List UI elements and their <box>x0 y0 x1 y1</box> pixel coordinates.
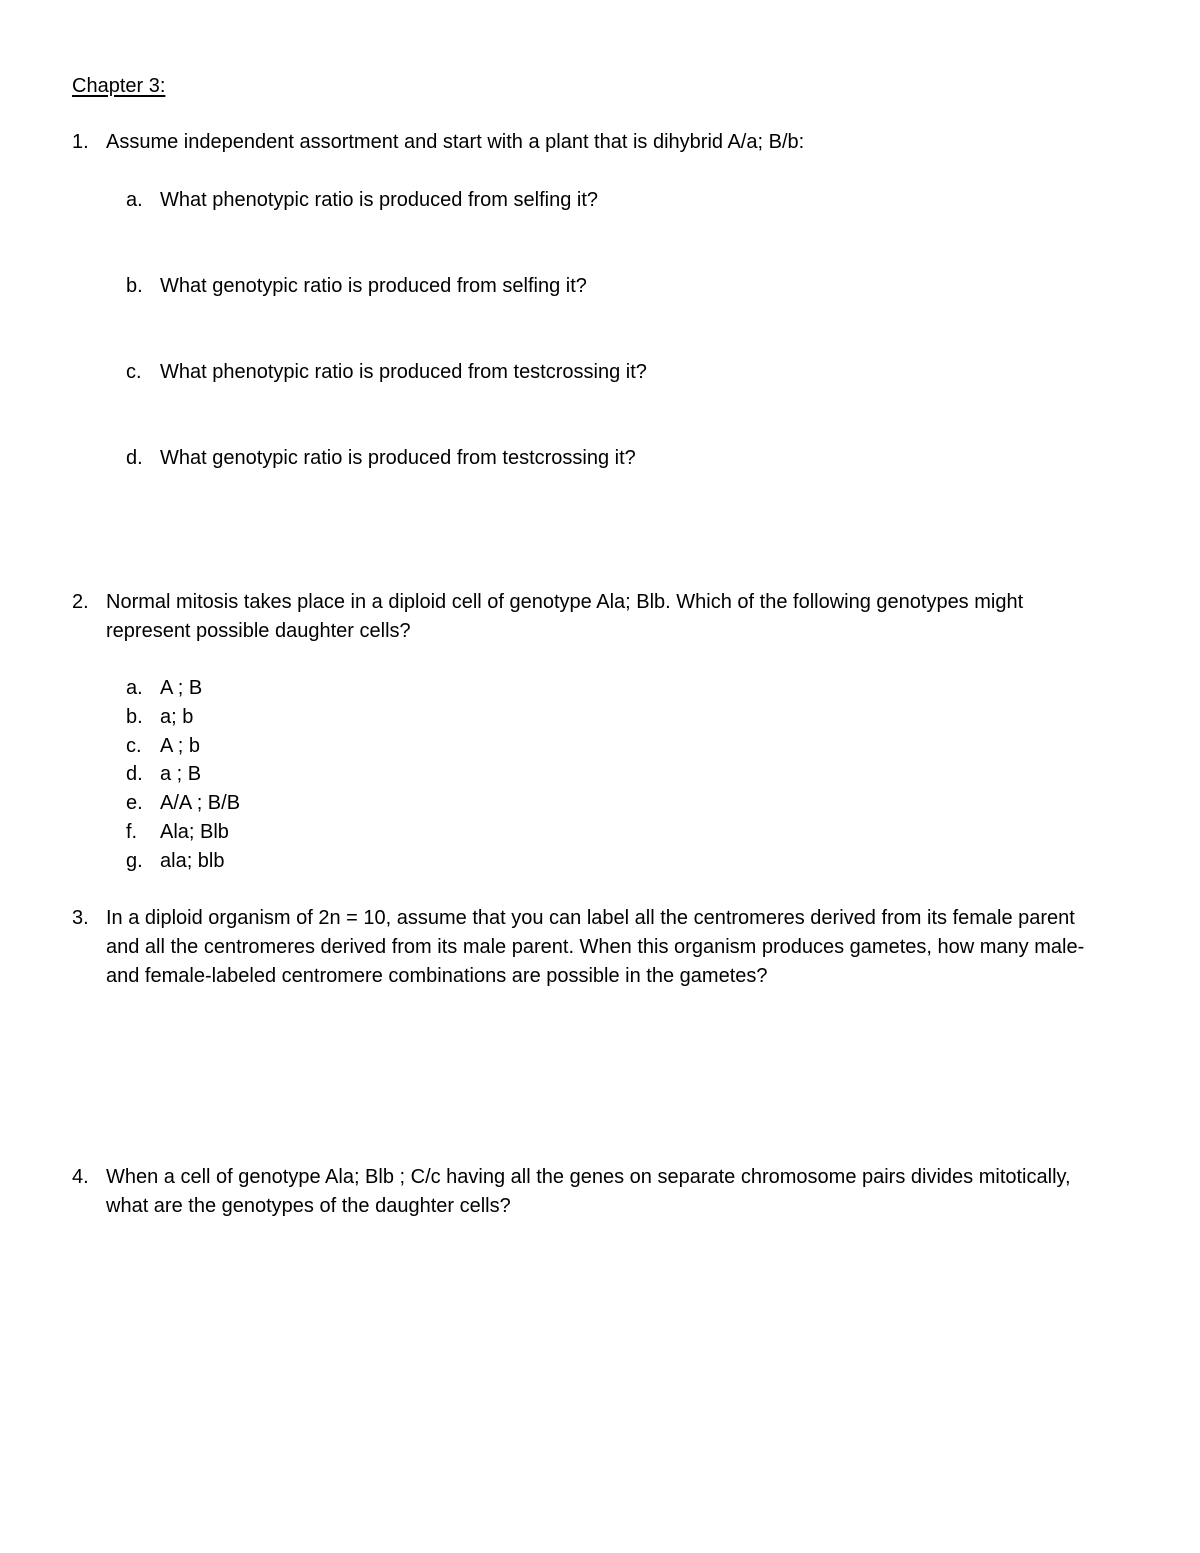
part-letter: b. <box>126 275 143 297</box>
question-1 <box>72 128 1112 157</box>
question-2-option-f <box>126 818 526 847</box>
chapter-title: Chapter 3: <box>72 75 166 97</box>
question-number: 3. <box>72 907 89 929</box>
question-text: Normal mitosis takes place in a diploid cell of genotype Ala; Blb. Which of the following genotypes might represent possible daughter cells? <box>106 591 1024 642</box>
question-2-option-a <box>126 674 526 703</box>
question-number: 1. <box>72 131 89 153</box>
option-letter: b. <box>126 706 143 728</box>
question-text: When a cell of genotype Ala; Blb ; C/c having all the genes on separate chromosome pairs divides mitotically, what are the genotypes of the daughter cells? <box>106 1166 1071 1217</box>
part-text: What phenotypic ratio is produced from selfing it? <box>160 189 598 211</box>
option-letter: f. <box>126 821 138 843</box>
question-text: In a diploid organism of 2n = 10, assume that you can label all the centromeres derived from its female parent and all the centromeres derived from its male parent. When this organism produces gametes, how many male- and female-labeled centromere combinations are possible in the gametes? <box>106 907 1085 987</box>
part-letter: c. <box>126 361 142 383</box>
option-text: A/A ; B/B <box>160 792 241 814</box>
question-2-option-b <box>126 703 526 732</box>
question-1-part-a <box>126 186 1106 215</box>
option-text: A ; B <box>160 677 203 699</box>
part-letter: d. <box>126 447 143 469</box>
option-text: A ; b <box>160 735 201 757</box>
option-text: ala; blb <box>160 850 225 872</box>
option-letter: e. <box>126 792 143 814</box>
question-2 <box>72 588 1112 646</box>
part-text: What phenotypic ratio is produced from testcrossing it? <box>160 361 647 383</box>
question-number: 2. <box>72 591 89 613</box>
question-2-option-d <box>126 760 526 789</box>
question-3 <box>72 904 1112 991</box>
option-text: a; b <box>160 706 194 728</box>
question-number: 4. <box>72 1166 89 1188</box>
question-4 <box>72 1163 1112 1221</box>
question-2-option-c <box>126 732 526 761</box>
question-text: Assume independent assortment and start with a plant that is dihybrid A/a; B/b: <box>106 131 805 153</box>
option-letter: c. <box>126 735 142 757</box>
question-2-option-e <box>126 789 526 818</box>
option-text: Ala; Blb <box>160 821 229 843</box>
question-2-option-g <box>126 847 526 876</box>
part-letter: a. <box>126 189 143 211</box>
option-letter: a. <box>126 677 143 699</box>
part-text: What genotypic ratio is produced from selfing it? <box>160 275 587 297</box>
option-letter: g. <box>126 850 143 872</box>
question-1-part-b <box>126 272 1106 301</box>
question-1-part-d <box>126 444 1106 473</box>
question-1-part-c <box>126 358 1106 387</box>
option-letter: d. <box>126 763 143 785</box>
option-text: a ; B <box>160 763 202 785</box>
part-text: What genotypic ratio is produced from testcrossing it? <box>160 447 636 469</box>
